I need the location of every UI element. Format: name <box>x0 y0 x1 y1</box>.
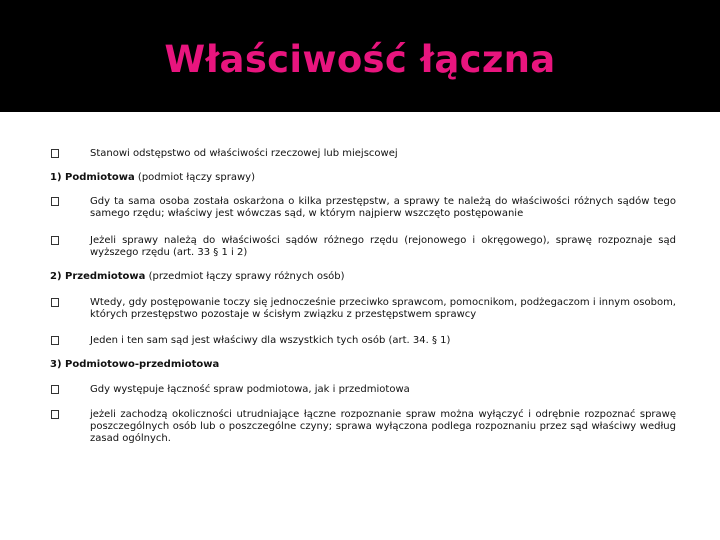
bullet-item <box>0 196 720 226</box>
section-heading-bold: 1) Podmiotowa <box>50 172 135 183</box>
section-heading-note: (podmiot łączy sprawy) <box>134 172 255 183</box>
bullet-item <box>0 235 720 265</box>
bullet-text: jeżeli zachodzą okoliczności utrudniające łączne rozpoznanie spraw można wyłączyć i odrębnie rozpoznać sprawę poszczególnych osób lub o poszczególne czyny; sprawa wyłączona podlega rozpoznaniu przez sąd właściwy według zasad ogólnych. <box>90 409 676 444</box>
section-heading <box>50 172 255 184</box>
bullet-box-icon <box>51 336 59 345</box>
bullet-text: Jeżeli sprawy należą do właściwości sądów różnego rzędu (rejonowego i okręgowego), sprawę rozpoznaje sąd wyższego rzędu (art. 33 § 1 i 2) <box>90 235 676 258</box>
slide-title: Właściwość łączna <box>164 38 556 81</box>
bullet-text: Jeden i ten sam sąd jest właściwy dla wszystkich tych osób (art. 34. § 1) <box>90 335 451 346</box>
section-heading: 3) Podmiotowo-przedmiotowa <box>50 359 220 370</box>
bullet-item <box>0 409 720 457</box>
content-area <box>0 112 720 540</box>
bullet-box-icon <box>51 410 59 419</box>
bullet-item <box>0 297 720 327</box>
section-heading-note: (przedmiot łączy sprawy różnych osób) <box>145 271 345 282</box>
bullet-text: Gdy występuje łączność spraw podmiotowa, jak i przedmiotowa <box>90 384 410 395</box>
bullet-text: Wtedy, gdy postępowanie toczy się jednocześnie przeciwko sprawcom, pomocnikom, podżegaczom i innym osobom, których przestępstwo pozostaje w ścisłym związku z przestępstwem sprawcy <box>90 297 676 320</box>
section-heading-bold: 2) Przedmiotowa <box>50 271 146 282</box>
bullet-box-icon <box>51 149 59 158</box>
bullet-box-icon <box>51 298 59 307</box>
bullet-box-icon <box>51 236 59 245</box>
bullet-text: Gdy ta sama osoba została oskarżona o kilka przestępstw, a sprawy te należą do właściwości różnych sądów tego samego rzędu; właściwy jest wówczas sąd, w którym najpierw wszczęto postępowanie <box>90 196 676 219</box>
bullet-text: Stanowi odstępstwo od właściwości rzeczowej lub miejscowej <box>90 148 398 159</box>
section-heading <box>50 271 345 283</box>
bullet-box-icon <box>51 385 59 394</box>
bullet-box-icon <box>51 197 59 206</box>
